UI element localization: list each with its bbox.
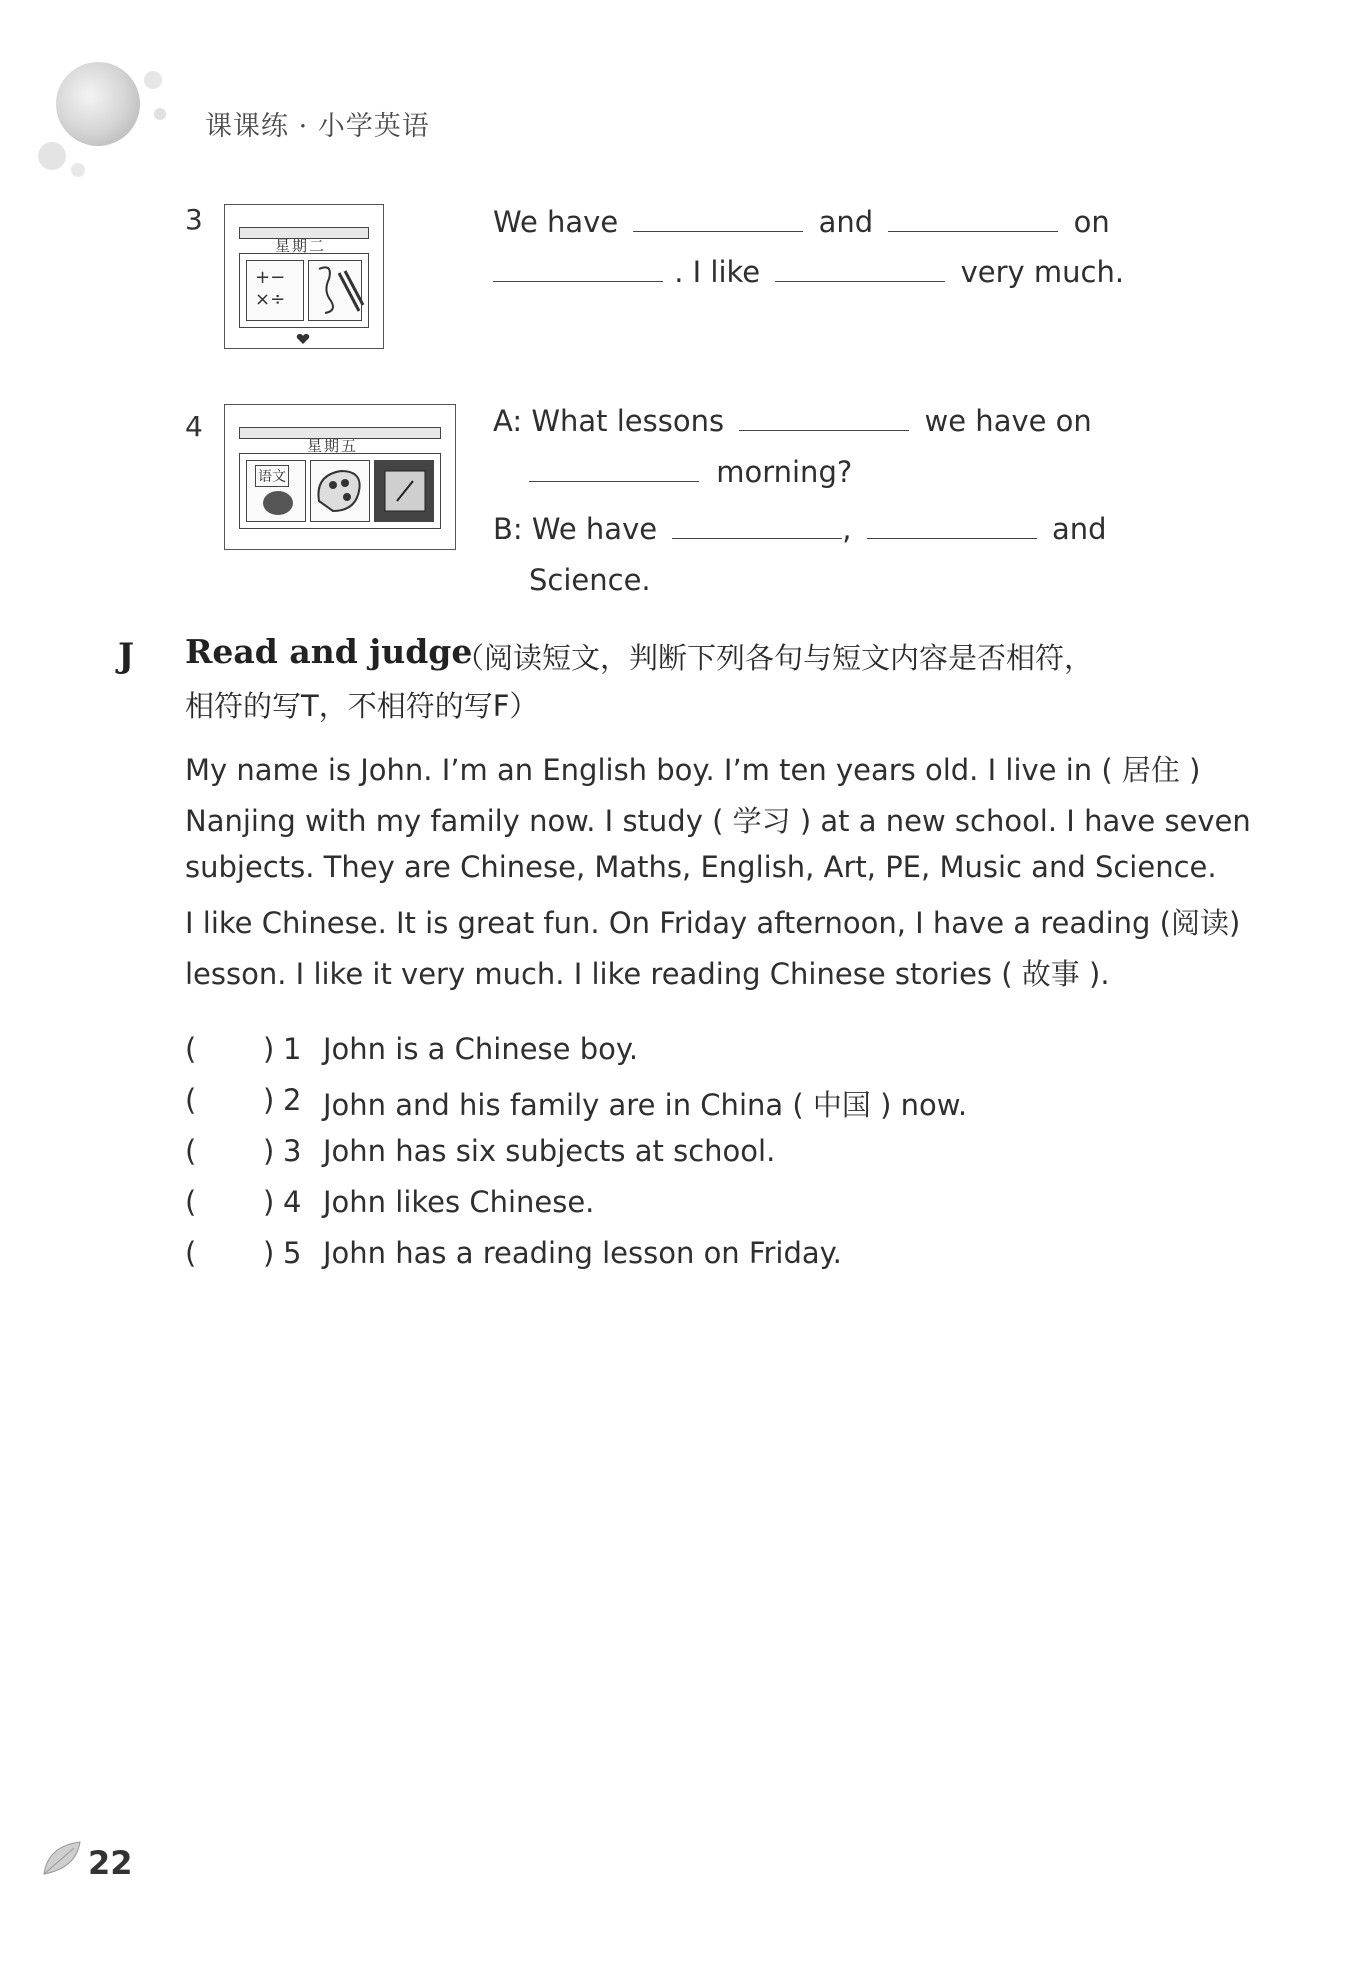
statement-text: John and his family are in China ( 中国 ) now. <box>323 1088 968 1122</box>
answer-paren-close: ) <box>263 1083 275 1117</box>
q4-line-2 <box>529 453 852 489</box>
statement-number: 1 <box>283 1032 302 1066</box>
q4-blank-1[interactable] <box>739 402 909 431</box>
statement-number: 5 <box>283 1236 302 1270</box>
calendar-day-label: 星期五 <box>307 437 359 455</box>
answer-blank[interactable] <box>203 1236 259 1272</box>
judge-statement-row <box>185 1134 985 1174</box>
chinese-label: 语文 <box>255 465 289 487</box>
calendar-tuesday-image <box>224 204 384 349</box>
statement-text: John has six subjects at school. <box>323 1134 776 1168</box>
calendar-body <box>239 253 369 328</box>
q4-text: we have on <box>924 404 1092 438</box>
art-panel <box>310 460 370 522</box>
science-panel <box>374 460 434 522</box>
answer-paren-open: ( <box>185 1083 197 1117</box>
section-instruction: 相符的写T，不相符的写F） <box>185 689 539 723</box>
q3-blank-3[interactable] <box>493 253 663 282</box>
section-title: Read and judge <box>185 632 473 671</box>
answer-paren-open: ( <box>185 1185 197 1219</box>
statement-text: John has a reading lesson on Friday. <box>323 1236 842 1270</box>
answer-blank[interactable] <box>203 1185 259 1221</box>
q4-line-3 <box>493 510 1107 546</box>
ink-stone-icon <box>261 487 295 517</box>
question-3-number: 3 <box>185 203 203 236</box>
passage-line: subjects. They are Chinese, Maths, English, Art, PE, Music and Science. <box>185 850 1217 884</box>
header-bubble-decoration <box>28 52 178 182</box>
q4-text: B: We have <box>493 512 658 546</box>
answer-paren-close: ) <box>263 1185 275 1219</box>
answer-blank[interactable] <box>203 1032 259 1068</box>
statement-number: 2 <box>283 1083 302 1117</box>
statement-number: 4 <box>283 1185 302 1219</box>
answer-paren-close: ) <box>263 1032 275 1066</box>
passage-line: I like Chinese. It is great fun. On Friday afternoon, I have a reading (阅读) <box>185 906 1241 940</box>
question-4-number: 4 <box>185 410 203 443</box>
q3-text: We have <box>493 205 619 239</box>
q3-text: on <box>1073 205 1110 239</box>
q4-blank-4[interactable] <box>867 510 1037 539</box>
math-panel <box>246 260 304 321</box>
q4-line-4: Science. <box>529 563 651 597</box>
calendar-day-label: 星期二 <box>275 237 327 255</box>
calendar-body <box>239 453 441 529</box>
answer-paren-open: ( <box>185 1032 197 1066</box>
answer-blank[interactable] <box>203 1134 259 1170</box>
answer-paren-open: ( <box>185 1236 197 1270</box>
statement-number: 3 <box>283 1134 302 1168</box>
heart-icon <box>296 333 310 345</box>
q4-blank-2[interactable] <box>529 453 699 482</box>
passage-line: lesson. I like it very much. I like reading Chinese stories ( 故事 ). <box>185 957 1110 991</box>
q3-line-1 <box>493 203 1110 239</box>
answer-paren-close: ) <box>263 1134 275 1168</box>
statement-text: John is a Chinese boy. <box>323 1032 639 1066</box>
q4-text: A: What lessons <box>493 404 725 438</box>
calendar-friday-image <box>224 404 456 550</box>
q3-text: . I like <box>674 255 761 289</box>
palette-icon <box>311 461 367 521</box>
page-number: 22 <box>88 1844 133 1882</box>
statement-text: John likes Chinese. <box>323 1185 595 1219</box>
q4-blank-3[interactable] <box>672 510 842 539</box>
judge-statement-row <box>185 1236 985 1276</box>
q4-line-1 <box>493 402 1092 438</box>
judge-statement-row <box>185 1185 985 1225</box>
leaf-icon <box>40 1838 88 1878</box>
chinese-panel <box>246 460 306 522</box>
q4-text: and <box>1051 512 1107 546</box>
music-panel <box>308 260 362 321</box>
judge-statement-row <box>185 1032 985 1072</box>
passage-line: Nanjing with my family now. I study ( 学习 ) at a new school. I have seven <box>185 804 1251 838</box>
q3-blank-2[interactable] <box>888 203 1058 232</box>
passage-line: My name is John. I’m an English boy. I’m ten years old. I live in ( 居住 ) <box>185 753 1201 787</box>
answer-blank[interactable] <box>203 1083 259 1119</box>
q3-line-2 <box>493 253 1124 289</box>
answer-paren-close: ) <box>263 1236 275 1270</box>
math-symbols: +− ×÷ <box>255 267 286 310</box>
q4-comma: , <box>842 512 852 546</box>
music-note-icon <box>309 261 365 321</box>
q3-blank-1[interactable] <box>633 203 803 232</box>
judge-statement-row <box>185 1083 985 1123</box>
science-book-icon <box>375 461 435 521</box>
q3-text: very much. <box>960 255 1125 289</box>
q4-text: morning? <box>716 455 853 489</box>
answer-paren-open: ( <box>185 1134 197 1168</box>
header-title: 课课练 · 小学英语 <box>205 111 430 142</box>
section-letter: J <box>118 636 135 676</box>
section-instruction: （阅读短文，判断下列各句与短文内容是否相符， <box>455 641 1094 675</box>
q3-blank-4[interactable] <box>775 253 945 282</box>
q3-text: and <box>818 205 874 239</box>
